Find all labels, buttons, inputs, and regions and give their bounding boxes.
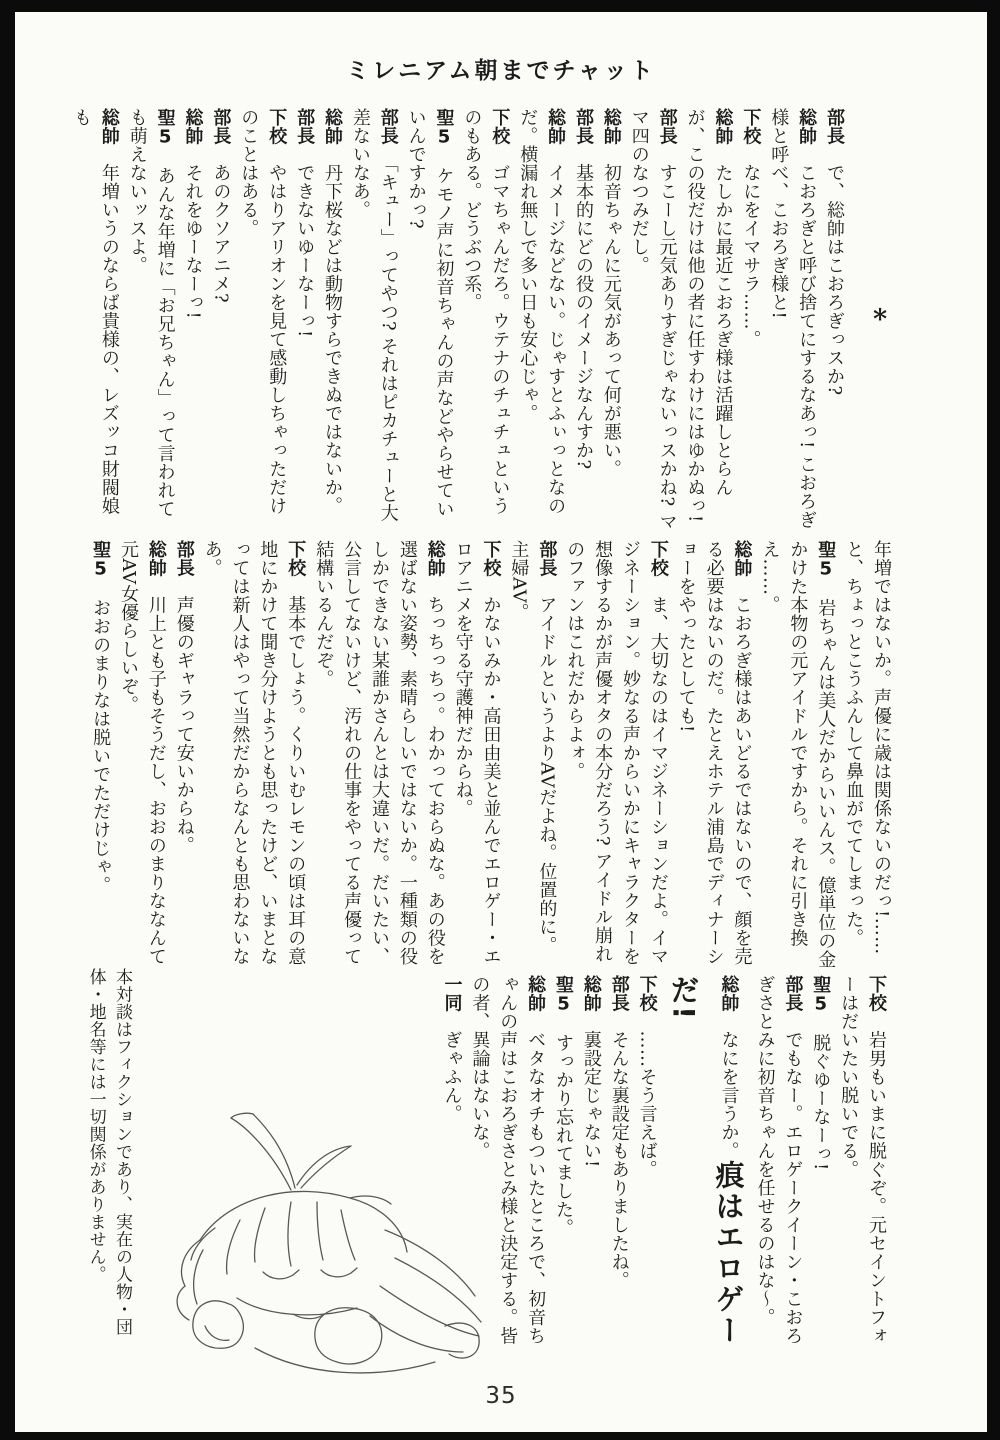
dialogue-line: 下校 やはりアリオンを見て感動しちゃっただけのことはある。 [238,108,288,515]
section-marker-asterisk: * [873,304,888,335]
speaker-name: 下校 [480,540,502,577]
dialogue-line: 総帥 それをゆーなーっ! [182,108,204,320]
speaker-name: 総帥 [600,108,622,145]
speaker-name: 総帥 [424,540,446,577]
speaker-name: 部長 [824,108,845,145]
speaker-name: 聖5 [810,975,832,1015]
speaker-name: 部長 [377,108,399,145]
chat-block-3 [438,975,890,1349]
dialogue-line: 部長 でもなー。エロゲークイーン・こおろぎさとみに初音ちゃんを任せるのはな〜。 [754,975,804,1345]
dialogue-line: 総帥 川上とも子もそうだし、おおのまりななんて元AV女優らしいぞ。 [117,540,167,966]
speaker-name: 下校 [489,108,511,145]
speaker-name: 部長 [782,975,804,1012]
disclaimer-text: 本対談はフィクションであり、実在の人物・団体・地名等には一切関係がありません。 [85,968,132,1336]
disclaimer-note [82,968,135,1348]
speaker-name: 総帥 [321,108,343,145]
dialogue-line: 下校 ゴマちゃんだろ。ウテナのチュチュというのもある。どうぶつ系。 [461,108,511,515]
dialogue-line: 部長 アイドルというよりAVだよね。位置的に。主婦AV。 [508,540,558,955]
dialogue-line: 総帥 たしかに最近こおろぎ様は活躍しとらんが、この役だけは他の者に任すわけにはゆかぬっ! [684,108,734,523]
speaker-name: 部長 [294,108,316,145]
dialogue-line: 総帥 ちっちっちっ。わかっておらぬな。あの役を選ばない姿勢、素晴らしいではないか。一種類の役しかできない某誰かさんとは大違いだ。だいたい、公言してないけど、汚れの仕事をやってる声優って結構いるんだぞ。 [313,540,446,966]
dialogue-line: 部長 そんな裏設定もありましたね。 [608,975,630,1290]
page-number: 35 [485,1383,517,1409]
dialogue-line: 下校 かないみか・高田由美と並んでエロゲー・エロアニメを守る守護神だからね。 [452,540,502,966]
speaker-name: 聖5 [815,540,837,580]
speaker-name: 部長 [572,108,594,145]
dialogue-line: 部長 基本的にどの役のイメージなんすか? [572,108,594,470]
speaker-name: 下校 [866,975,887,1012]
dialogue-line: 下校 基本でしょう。くりいむレモンの頃は耳の意地にかけて聞き分けようとも思ったけど、いまとなっては新人はやって当然だからなんとも思わないなあ。 [201,540,307,966]
speaker-name: 部長 [536,540,558,577]
sleeping-girl-sketch [145,1090,495,1390]
speaker-name: 下校 [636,975,658,1012]
dialogue-line: 一同 ぎゃふん。 [441,975,463,1123]
speaker-name: 聖5 [433,108,455,148]
speaker-name: 聖5 [553,975,574,1015]
dialogue-line: 総帥 なにを言うか。痕はエロゲーだ! [666,975,746,1346]
speaker-name: 総帥 [718,975,740,1012]
chat-block-1 [67,108,848,532]
speaker-name: 部長 [173,540,195,577]
speaker-name: 総帥 [796,108,818,145]
dialogue-line: 部長 あのクソアニメ? [210,108,232,304]
dialogue-line: 部長 「キュー」ってやつ? それはピカチューと大差ないなあ。 [349,108,399,523]
speaker-name: 総帥 [580,975,602,1012]
dialogue-line: 年増ではないか。声優に歳は関係ないのだっ!……と、ちょっとこうふんして鼻血がでてしまった。 [843,540,892,955]
speaker-name: 総帥 [545,108,567,145]
dialogue-line: 下校 ……そう言えば。 [636,975,658,1179]
speaker-name: 総帥 [525,975,547,1012]
speaker-name: 総帥 [182,108,204,145]
dialogue-line: 部長 声優のギャラって安いからね。 [173,540,195,855]
page-title: ミレニアム朝までチャット [346,58,656,84]
dialogue-line: 総帥 こおろぎ様はあいどるではないので、顔を売る必要はないのだ。たとえホテル浦島でディナーショーをやったとしても! [675,540,753,966]
speaker-name: 下校 [740,108,762,145]
dialogue-line: 聖5 岩ちゃんは美人だからいいんス。億単位の金かけた本物の元アイドルですから。それに引き換え……。 [759,540,837,969]
speaker-name: 一同 [441,975,463,1012]
speaker-name: 総帥 [145,540,167,577]
dialogue-line: 総帥 イメージなどない。じゃすとふぃっとなのだ。横漏れ無しで多い日も安心じゃ。 [517,108,567,515]
dialogue-line: 部長 できないゆーなーっ! [294,108,316,338]
dialogue-line: 総帥 初音ちゃんに元気があって何が悪い。 [600,108,622,478]
chat-block-2 [86,540,895,970]
speaker-name: 聖5 [154,108,176,148]
speaker-name: 部長 [210,108,232,145]
emphasized-text: 痕はエロゲーだ! [666,975,746,1346]
speaker-name: 下校 [285,540,307,577]
dialogue-line: 総帥 裏設定じゃない! [580,975,602,1168]
dialogue-line: 下校 なにをイマサラ……。 [740,108,762,349]
dialogue-line: 下校 岩男もいまに脱ぐぞ。元セイントフォーはだいたい脱いでる。 [838,975,887,1345]
speaker-name: 総帥 [712,108,734,145]
speaker-name: 下校 [266,108,288,145]
speaker-name: 下校 [647,540,669,577]
speaker-name: 総帥 [98,108,120,145]
dialogue-line: 聖5 あんな年増に「お兄ちゃん」って言われても萌えないッスよ。 [126,108,176,518]
speaker-name: 部長 [608,975,630,1012]
dialogue-line: 総帥 ベタなオチもついたところで、初音ちゃんの声はこおろぎさとみ様と決定する。皆の者、異論はないな。 [469,975,547,1345]
dialogue-line: 下校 ま、大切なのはイマジネーションだよ。イマジネーション。妙なる声からいかにキャラクターを想像するかが声優オタの本分だろう? アイドル崩れのファンはこれだからよォ。 [564,540,669,966]
dialogue-line: 聖5 すっかり忘れてました。 [553,975,574,1237]
dialogue-line: 部長 で、総帥はこおろぎっスか? [824,108,845,396]
dialogue-line: 総帥 年増いうのならば貴様の、レズッコ財閥娘も [70,108,120,515]
dialogue-line: 聖5 おおのまりなは脱いでただけじゃ。 [90,540,112,895]
speaker-name: 総帥 [731,540,753,577]
dialogue-line: 総帥 丹下桜などは動物すらできぬではないか。 [321,108,343,515]
dialogue-line: 部長 すこーし元気ありすぎじゃないっスかね? ママ四のなつみだし。 [628,108,678,532]
dialogue-line: 聖5 ケモノ声に初音ちゃんの声などやらせていいんですかっ? [405,108,455,518]
dialogue-line: 聖5 脱ぐゆーなーっ! [810,975,832,1171]
dialogue-line: 総帥 こおろぎと呼び捨てにするなあっ! こおろぎ様と呼べ、こおろぎ様と! [768,108,818,529]
speaker-name: 部長 [656,108,678,145]
speaker-name: 聖5 [90,540,112,580]
